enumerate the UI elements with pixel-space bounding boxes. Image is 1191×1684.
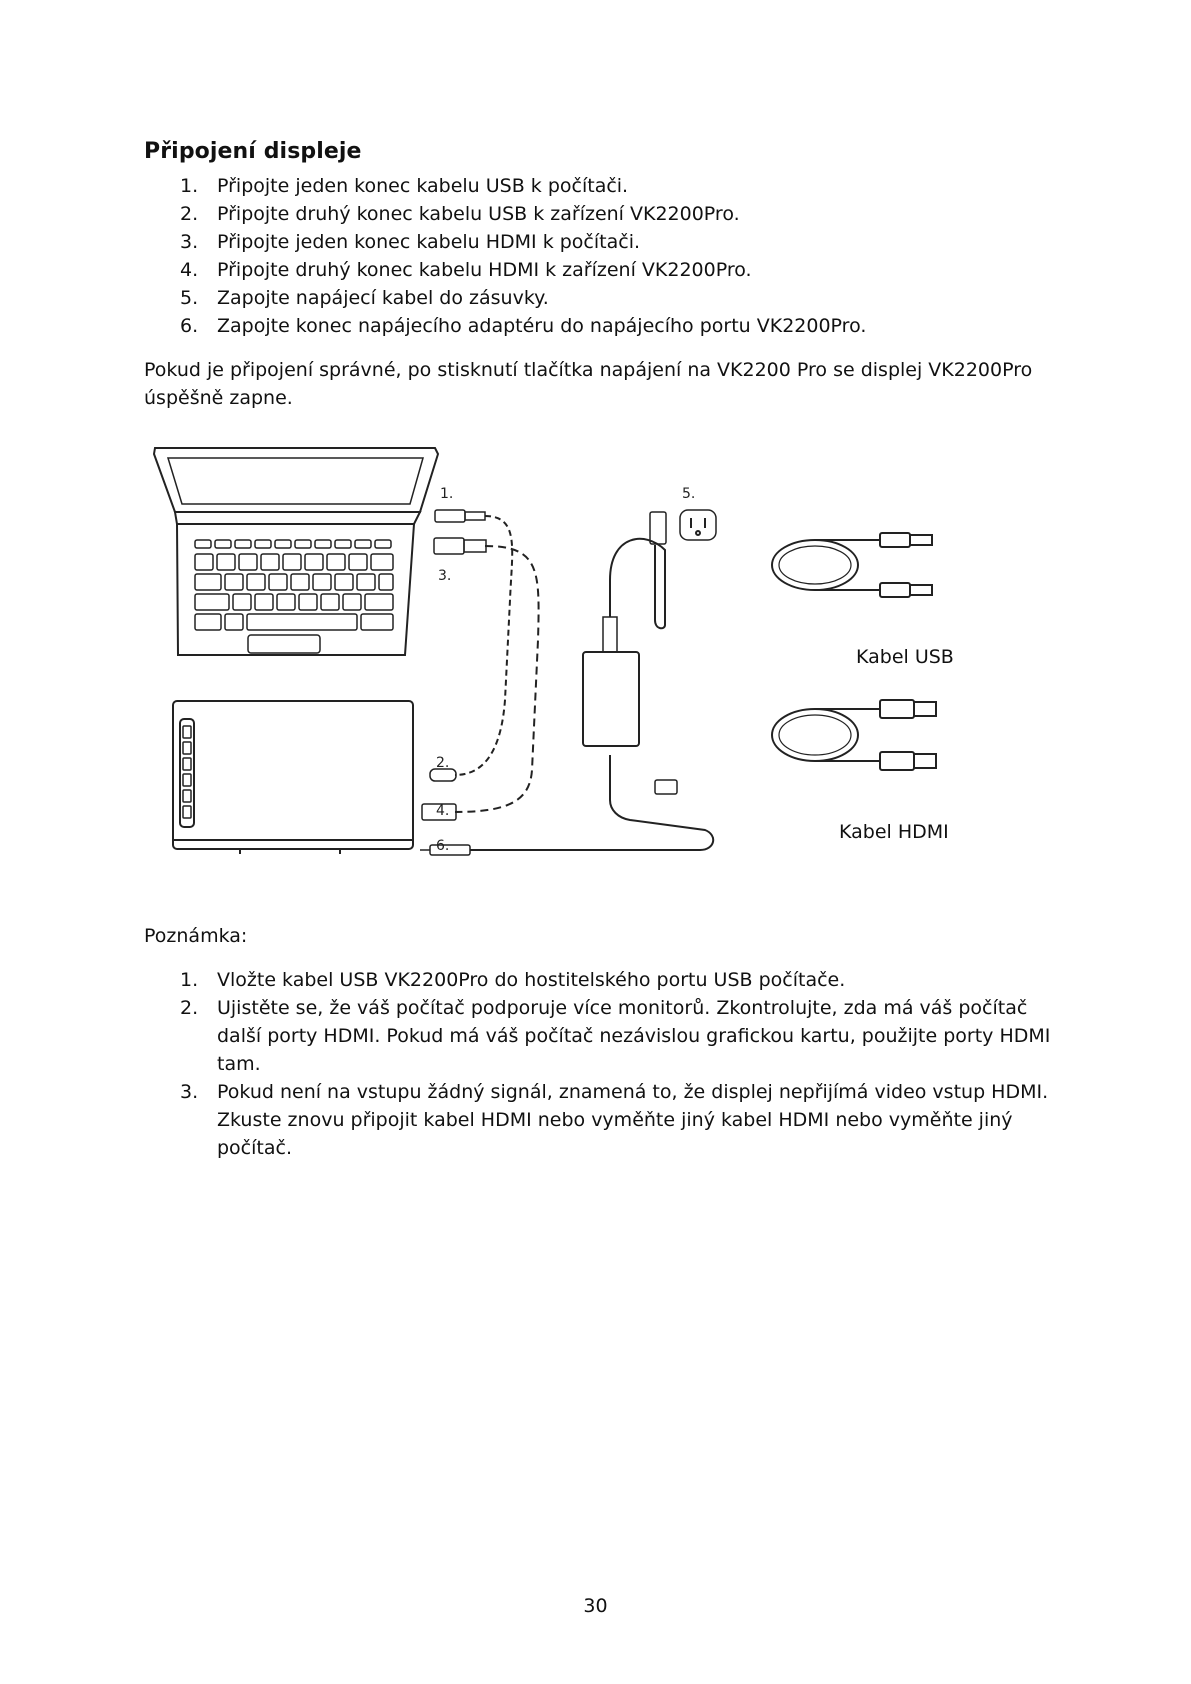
section-title: Připojení displeje [144,139,362,164]
diagram-label-2: 2. [436,755,450,771]
notes-list [144,966,1074,1162]
power-connection-line [470,755,713,850]
step-item-5 [144,284,866,312]
note-number: 1. [180,969,199,991]
diagram-label-3: 3. [438,568,452,584]
step-item-2 [144,200,866,228]
step-text: Připojte jeden konec kabelu USB k počítači. [217,175,629,197]
step-number: 1. [180,175,199,197]
note-text: Pokud není na vstupu žádný signál, znamená to, že displej nepřijímá video vstup HDMI. Zkuste znovu připojit kabel HDMI nebo vyměňte jiný kabel HDMI nebo vyměňte jiný počítač. [217,1081,1049,1159]
tablet-display-illustration [173,701,413,854]
diagram-label-4: 4. [436,803,450,819]
step-number: 2. [180,203,199,225]
step-item-3 [144,228,866,256]
note-number: 3. [180,1081,199,1103]
step-number: 4. [180,259,199,281]
step-item-6 [144,312,866,340]
step-text: Připojte druhý konec kabelu HDMI k zařízení VK2200Pro. [217,259,752,281]
connection-paragraph: Pokud je připojení správné, po stisknutí tlačítka napájení na VK2200 Pro se displej VK2200Pro úspěšně zapne. [144,359,1033,409]
note-number: 2. [180,997,199,1019]
step-text: Připojte jeden konec kabelu HDMI k počítači. [217,231,641,253]
step-number: 6. [180,315,199,337]
note-heading: Poznámka: [144,925,248,947]
usb-cable-caption: Kabel USB [856,646,954,668]
hdmi-cable-caption: Kabel HDMI [839,821,949,843]
usb-connection-line [455,516,512,775]
hdmi-cable-illustration [772,700,936,770]
step-text: Zapojte konec napájecího adaptéru do napájecího portu VK2200Pro. [217,315,867,337]
step-number: 5. [180,287,199,309]
usb-plug-icon [435,510,485,522]
note-item-3 [144,1078,1074,1162]
connection-diagram [140,440,1040,880]
note-text: Ujistěte se, že váš počítač podporuje více monitorů. Zkontrolujte, zda má váš počítač další porty HDMI. Pokud má váš počítač nezávislou grafickou kartu, použijte porty HDMI tam. [217,997,1051,1075]
diagram-label-5: 5. [682,486,696,502]
power-adapter-illustration [583,510,716,794]
usb-cable-illustration [772,533,932,597]
step-text: Připojte druhý konec kabelu USB k zařízení VK2200Pro. [217,203,740,225]
page-number: 30 [583,1595,608,1617]
step-text: Zapojte napájecí kabel do zásuvky. [217,287,549,309]
diagram-label-6: 6. [436,838,450,854]
laptop-illustration [154,448,438,655]
hdmi-connection-line [455,546,539,812]
note-item-2 [144,994,1074,1078]
note-item-1 [144,966,1074,994]
note-text: Vložte kabel USB VK2200Pro do hostitelského portu USB počítače. [217,969,846,991]
connection-steps-list [144,172,866,340]
hdmi-plug-icon [434,538,486,554]
step-item-4 [144,256,866,284]
step-item-1 [144,172,866,200]
diagram-label-1: 1. [440,486,454,502]
step-number: 3. [180,231,199,253]
